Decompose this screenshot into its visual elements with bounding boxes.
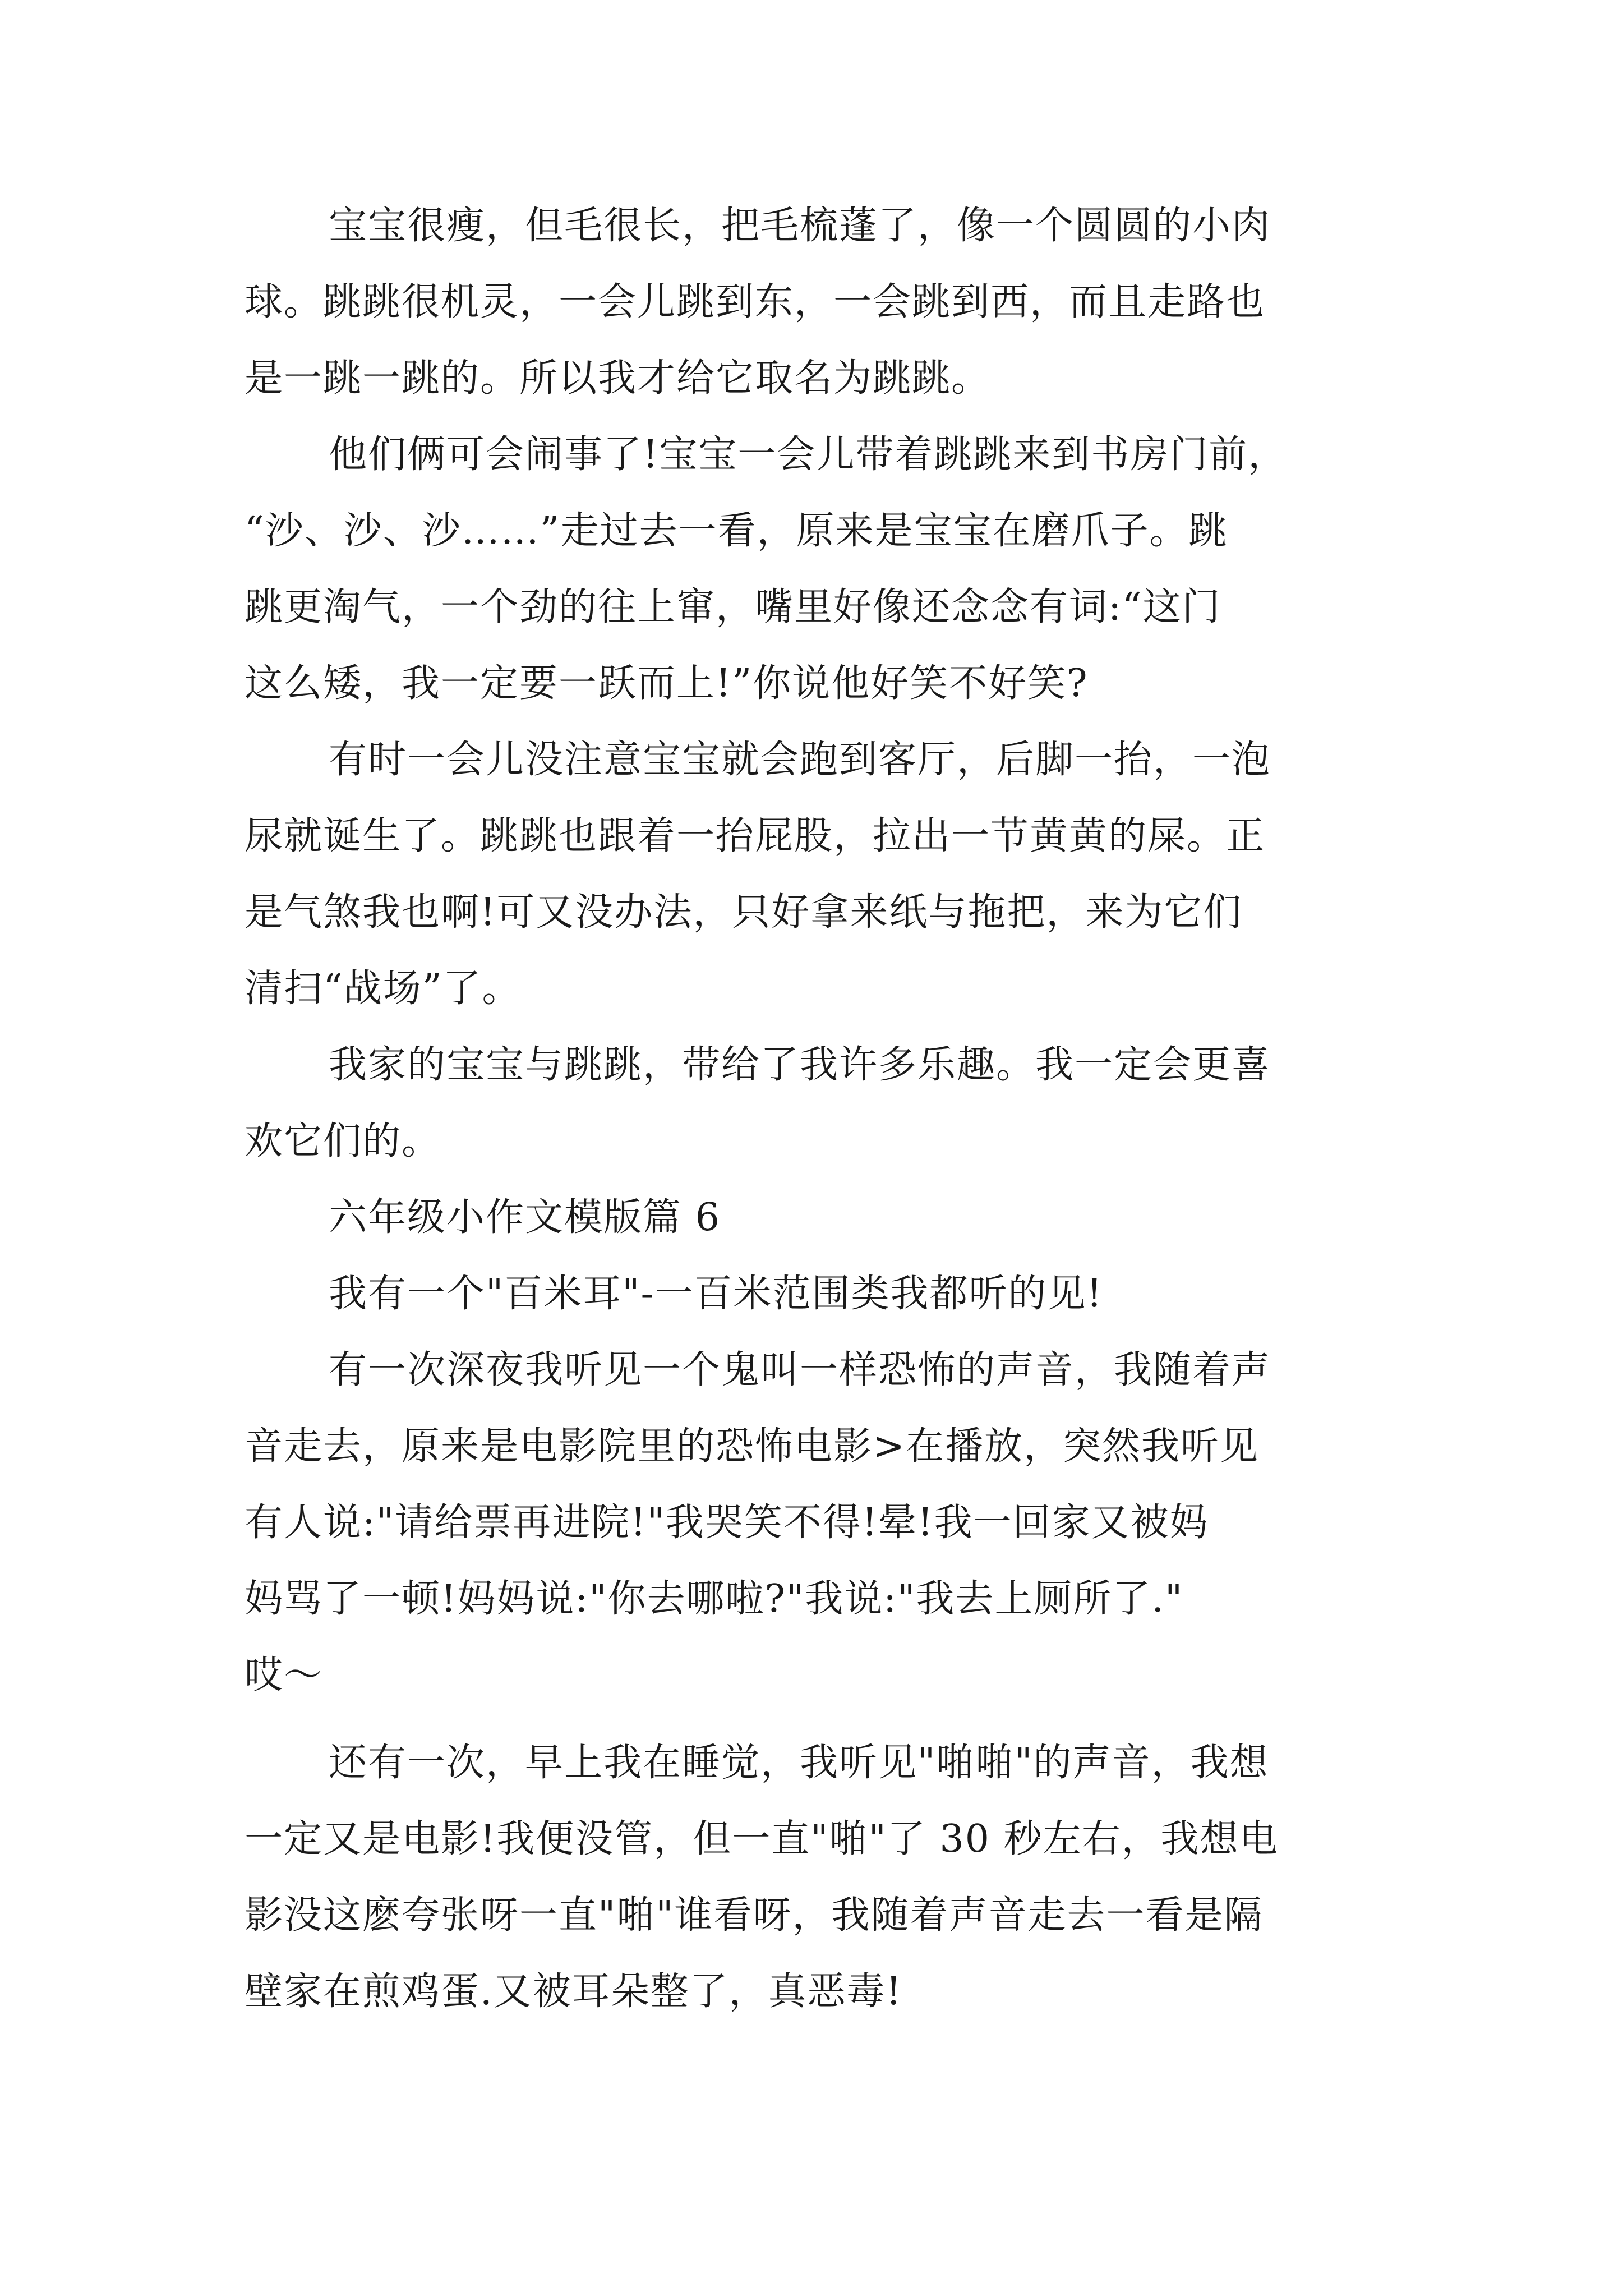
text-line: 还有一次，早上我在睡觉，我听见"啪啪"的声音，我想 — [329, 1741, 1269, 1785]
text-line: 清扫“战场”了。 — [245, 967, 522, 1011]
text-line: 球。跳跳很机灵，一会儿跳到东，一会跳到西，而且走路也 — [245, 280, 1266, 324]
text-line: 一定又是电影!我便没管，但一直"啪"了 30 秒左右，我想电 — [245, 1817, 1279, 1861]
document-body — [245, 188, 1394, 2030]
text-line: 有人说:"请给票再进院!"我哭笑不得!晕!我一回家又被妈 — [245, 1501, 1209, 1545]
text-line: 是气煞我也啊!可又没办法，只好拿来纸与拖把，来为它们 — [245, 890, 1243, 935]
text-line: 这么矮，我一定要一跃而上!”你说他好笑不好笑? — [245, 661, 1089, 706]
text-line: 欢它们的。 — [245, 1119, 441, 1163]
text-line: 有时一会儿没注意宝宝就会跑到客厅，后脚一抬，一泡 — [329, 738, 1271, 782]
text-line: 壁家在煎鸡蛋.又被耳朵整了，真恶毒! — [245, 1970, 902, 2014]
text-line: 我有一个"百米耳"-一百米范围类我都听的见! — [329, 1272, 1103, 1316]
text-line: 跳更淘气，一个劲的往上窜，嘴里好像还念念有词:“这门 — [245, 585, 1221, 629]
text-line: 有一次深夜我听见一个鬼叫一样恐怖的声音，我随着声 — [329, 1348, 1271, 1392]
text-line: “沙、沙、沙……”走过去一看，原来是宝宝在磨爪子。跳 — [245, 509, 1228, 553]
section-heading: 六年级小作文模版篇 6 — [329, 1195, 721, 1240]
text-line: 我家的宝宝与跳跳，带给了我许多乐趣。我一定会更喜 — [329, 1043, 1271, 1087]
text-line: 他们俩可会闹事了!宝宝一会儿带着跳跳来到书房门前， — [329, 432, 1288, 477]
text-line: 宝宝很瘦，但毛很长，把毛梳蓬了，像一个圆圆的小肉 — [329, 204, 1271, 248]
text-line: 是一跳一跳的。所以我才给它取名为跳跳。 — [245, 356, 991, 401]
text-line: 影没这麽夸张呀一直"啪"谁看呀，我随着声音走去一看是隔 — [245, 1893, 1264, 1938]
text-line: 音走去，原来是电影院里的恐怖电影>在播放，突然我听见 — [245, 1424, 1259, 1469]
text-line: 哎～ — [245, 1653, 324, 1697]
paragraph-gap — [245, 1714, 1394, 1725]
text-line: 尿就诞生了。跳跳也跟着一抬屁股，拉出一节黄黄的屎。正 — [245, 814, 1266, 858]
text-line: 妈骂了一顿!妈妈说:"你去哪啦?"我说:"我去上厕所了." — [245, 1577, 1184, 1621]
